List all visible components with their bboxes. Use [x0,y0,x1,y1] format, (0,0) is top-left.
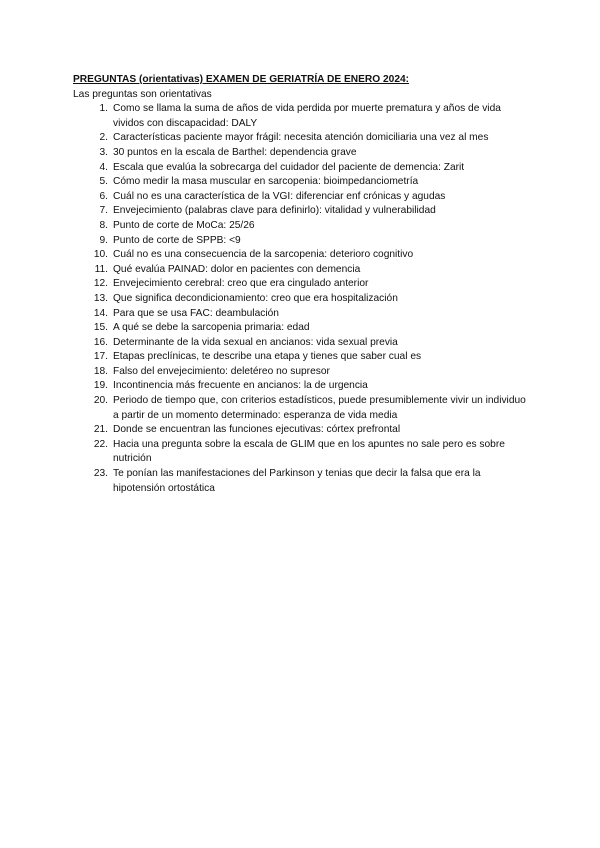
question-item [73,336,528,351]
question-item [73,146,528,161]
question-text: Qué evalúa PAINAD: dolor en pacientes con demencia [113,263,361,275]
question-item [73,248,528,263]
question-item [73,292,528,307]
question-item [73,379,528,394]
question-item [73,467,528,496]
question-item [73,350,528,365]
question-number: 2. [99,132,108,144]
question-number: 3. [99,146,108,158]
question-item [73,394,528,423]
question-item [73,204,528,219]
question-number: 10. [93,249,108,261]
question-text: Escala que evalúa la sobrecarga del cuidador del paciente de demencia: Zarit [113,161,465,173]
question-text: Donde se encuentran las funciones ejecutivas: córtex prefrontal [113,424,401,436]
question-number: 20. [93,395,108,407]
question-number: 1. [99,103,108,115]
question-text: Envejecimiento cerebral: creo que era cingulado anterior [113,278,369,290]
question-item [73,321,528,336]
question-text: Características paciente mayor frágil: necesita atención domiciliaria una vez al mes [113,132,489,144]
question-text: A qué se debe la sarcopenia primaria: edad [113,322,310,334]
question-text: Incontinencia más frecuente en ancianos: la de urgencia [113,380,368,392]
question-item [73,161,528,176]
question-text: Que significa decondicionamiento: creo que era hospitalización [113,292,398,304]
question-number: 15. [93,322,108,334]
question-number: 8. [99,219,108,231]
question-number: 9. [99,234,108,246]
question-number: 17. [93,351,108,363]
question-text: Cuál no es una consecuencia de la sarcopenia: deterioro cognitivo [113,249,414,261]
question-number: 12. [93,278,108,290]
question-text: Cuál no es una característica de la VGI: diferenciar enf crónicas y agudas [113,190,446,202]
question-text: Periodo de tiempo que, con criterios estadísticos, puede presumiblemente vivir un individuo a partir de un momento determinado: esperanza de vida media [113,395,526,421]
question-number: 6. [99,190,108,202]
question-text: Punto de corte de SPPB: <9 [113,234,241,246]
question-item [73,277,528,292]
question-item [73,131,528,146]
question-number: 18. [93,365,108,377]
question-text: Hacia una pregunta sobre la escala de GLIM que en los apuntes no sale pero es sobre nutrición [113,438,505,465]
question-text: Como se llama la suma de años de vida perdida por muerte prematura y años de vida vividos con discapacidad: DALY [113,103,501,129]
question-text: Para que se usa FAC: deambulación [113,307,279,319]
question-number: 7. [99,205,108,217]
question-number: 16. [93,336,108,348]
question-item [73,102,528,131]
question-text: Te ponían las manifestaciones del Parkinson y tenias que decir la falsa que era la hipotensión ortostática [113,468,481,494]
question-item [73,263,528,278]
question-text: Etapas preclínicas, te describe una etapa y tienes que saber cual es [113,351,422,363]
question-text: Cómo medir la masa muscular en sarcopenia: bioimpedanciometría [113,176,419,188]
question-text: Falso del envejecimiento: deletéreo no supresor [113,365,330,377]
question-text: Determinante de la vida sexual en ancianos: vida sexual previa [113,336,398,348]
question-item [73,423,528,438]
question-number: 22. [93,438,108,450]
document-content [73,73,528,496]
question-item [73,175,528,190]
question-number: 13. [93,292,108,304]
question-item [73,219,528,234]
question-number: 5. [99,176,108,188]
question-list [73,102,528,496]
question-item [73,438,528,467]
question-item [73,307,528,322]
question-number: 21. [93,424,108,436]
question-number: 19. [93,380,108,392]
question-number: 14. [93,307,108,319]
question-text: 30 puntos en la escala de Barthel: dependencia grave [113,146,357,158]
question-number: 11. [94,263,108,275]
question-text: Punto de corte de MoCa: 25/26 [113,219,255,231]
document-subtitle: Las preguntas son orientativas [73,88,212,100]
question-number: 23. [93,468,108,480]
question-number: 4. [99,161,108,173]
question-text: Envejecimiento (palabras clave para definirlo): vitalidad y vulnerabilidad [113,205,436,217]
question-item [73,190,528,205]
question-item [73,234,528,249]
question-item [73,365,528,380]
document-title: PREGUNTAS (orientativas) EXAMEN DE GERIATRÍA DE ENERO 2024: [73,74,410,85]
